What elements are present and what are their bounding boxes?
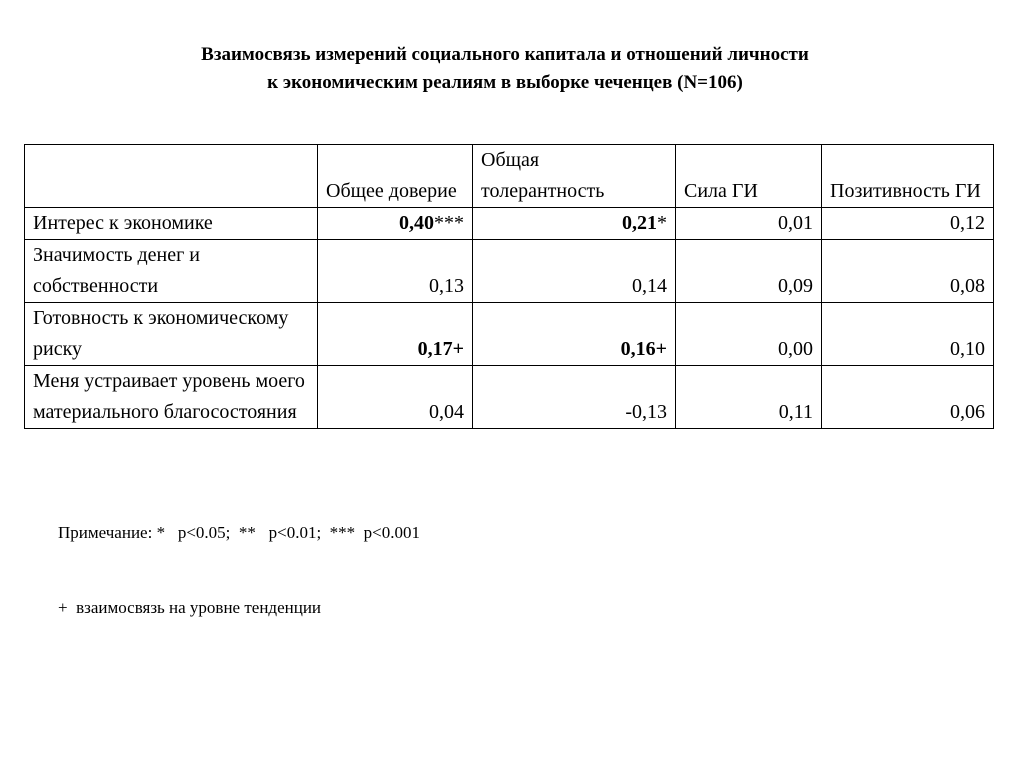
page-title (0, 41, 1010, 97)
cell-value: 0,21 (622, 212, 657, 234)
cell-value: -0,13 (625, 401, 667, 423)
table-cell (473, 303, 676, 366)
table-cell (822, 303, 994, 366)
significance-stars: *** (434, 212, 464, 234)
table-cell (676, 208, 822, 240)
note-line-1: Примечание: * p<0.05; ** p<0.01; *** p<0.001 (58, 523, 421, 542)
significance-stars: * (657, 212, 667, 234)
row-label: Значимость денег и собственности (25, 240, 318, 303)
table-cell (822, 240, 994, 303)
cell-value: 0,11 (778, 401, 813, 423)
table-cell (822, 208, 994, 240)
cell-value: 0,04 (429, 401, 464, 423)
header-corner (25, 145, 318, 208)
table-cell (473, 366, 676, 429)
row-label: Меня устраивает уровень моего материального благосостояния (25, 366, 318, 429)
table-cell (318, 208, 473, 240)
table-cell (676, 303, 822, 366)
table-row (25, 240, 994, 303)
table-cell (473, 208, 676, 240)
table-cell (822, 366, 994, 429)
cell-value: 0,01 (778, 212, 813, 234)
table-cell (318, 240, 473, 303)
cell-value: 0,13 (429, 275, 464, 297)
cell-value: 0,09 (778, 275, 813, 297)
row-label: Готовность к экономическому риску (25, 303, 318, 366)
table-row (25, 366, 994, 429)
cell-value: 0,17+ (417, 338, 464, 360)
row-label: Интерес к экономике (25, 208, 318, 240)
cell-value: 0,06 (950, 401, 985, 423)
cell-value: 0,14 (632, 275, 667, 297)
cell-value: 0,10 (950, 338, 985, 360)
table-header-row (25, 145, 994, 208)
title-line-1: Взаимосвязь измерений социального капитала и отношений личности (201, 44, 809, 65)
table-cell (676, 366, 822, 429)
header-obshchee-doverie: Общее доверие (318, 145, 473, 208)
table-cell (473, 240, 676, 303)
correlation-table (24, 144, 994, 429)
cell-value: 0,08 (950, 275, 985, 297)
table-cell (318, 366, 473, 429)
title-line-2: к экономическим реалиям в выборке чеченцев (N=106) (267, 72, 743, 93)
cell-value: 0,16+ (620, 338, 667, 360)
cell-value: 0,12 (950, 212, 985, 234)
header-pozitivnost-gi: Позитивность ГИ (822, 145, 994, 208)
note-line-2: + взаимосвязь на уровне тенденции (58, 598, 322, 617)
table-row (25, 208, 994, 240)
cell-value: 0,00 (778, 338, 813, 360)
table-cell (676, 240, 822, 303)
cell-value: 0,40 (399, 212, 434, 234)
header-sila-gi: Сила ГИ (676, 145, 822, 208)
table-note (58, 470, 420, 645)
header-obshchaya-tolerantnost: Общая толерантность (473, 145, 676, 208)
table-row (25, 303, 994, 366)
table-cell (318, 303, 473, 366)
table-body (25, 208, 994, 429)
